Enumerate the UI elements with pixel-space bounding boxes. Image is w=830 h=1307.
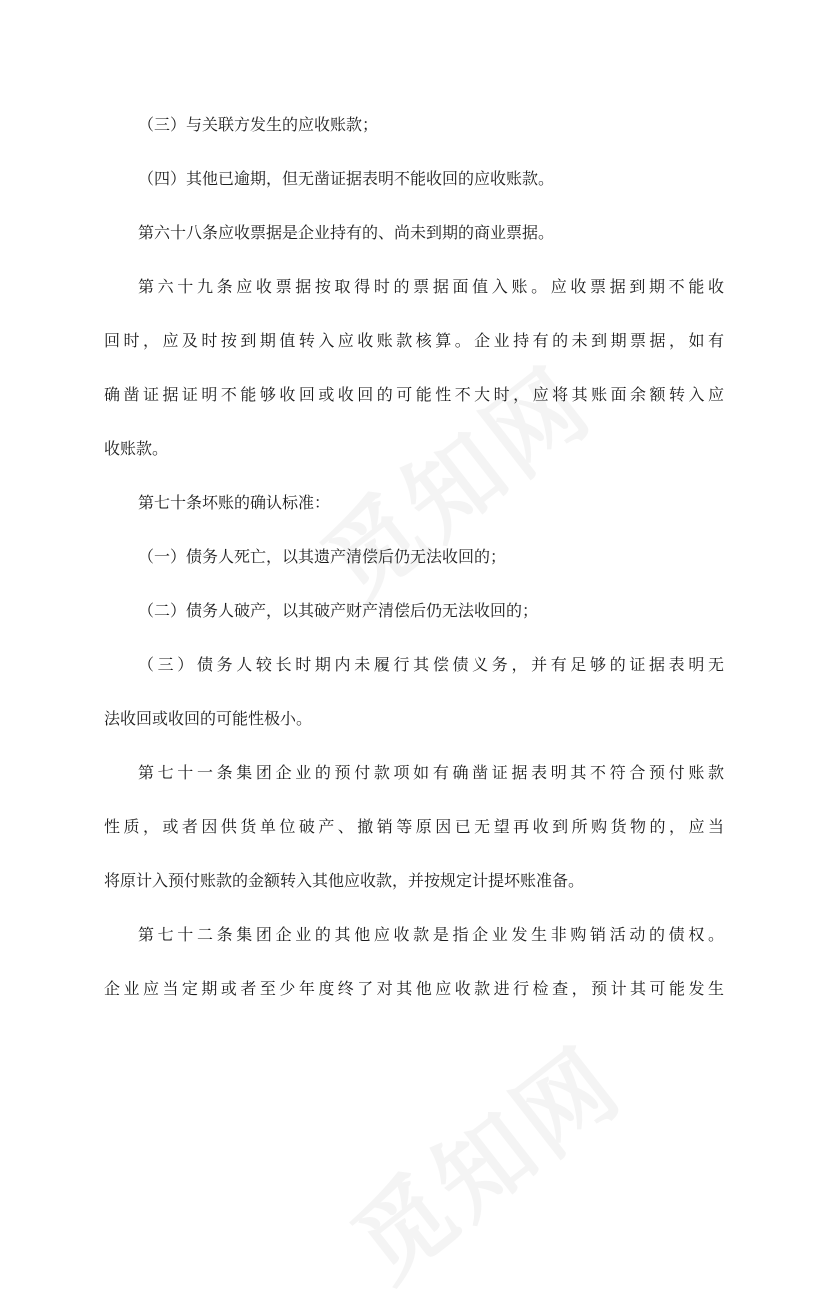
text-line: 第七十条坏账的确认标准： <box>138 493 331 512</box>
text-line: （三）债务人较长时期内未履行其偿债义务，并有足够的证据表明无 <box>138 655 724 674</box>
text-line: 性质，或者因供货单位破产、撤销等原因已无望再收到所购货物的，应当 <box>104 817 724 836</box>
text-line: 法收回或收回的可能性极小。 <box>104 709 313 728</box>
text-line: 第七十二条集团企业的其他应收款是指企业发生非购销活动的债权。 <box>138 925 724 944</box>
text-line: 第六十八条应收票据是企业持有的、尚未到期的商业票据。 <box>138 223 555 242</box>
text-line: 确凿证据证明不能够收回或收回的可能性不大时，应将其账面余额转入应 <box>104 385 724 404</box>
text-line: 回时，应及时按到期值转入应收账款核算。企业持有的未到期票据，如有 <box>104 331 724 350</box>
text-line: 收账款。 <box>104 439 169 458</box>
text-line: 将原计入预付账款的金额转入其他应收款，并按规定计提坏账准备。 <box>104 871 585 890</box>
text-line: 第七十一条集团企业的预付款项如有确凿证据表明其不符合预付账款 <box>138 763 724 782</box>
text-line: （一）债务人死亡，以其遗产清偿后仍无法收回的； <box>138 547 507 566</box>
watermark <box>320 1010 645 1306</box>
text-line: 企业应当定期或者至少年度终了对其他应收款进行检查，预计其可能发生 <box>104 979 724 998</box>
text-line: 第六十九条应收票据按取得时的票据面值入账。应收票据到期不能收 <box>138 277 724 296</box>
text-line: （三）与关联方发生的应收账款； <box>138 115 379 134</box>
document-body <box>104 112 724 1030</box>
text-line: （四）其他已逾期，但无凿证据表明不能收回的应收账款。 <box>138 169 555 188</box>
text-line: （二）债务人破产，以其破产财产清偿后仍无法收回的； <box>138 601 539 620</box>
